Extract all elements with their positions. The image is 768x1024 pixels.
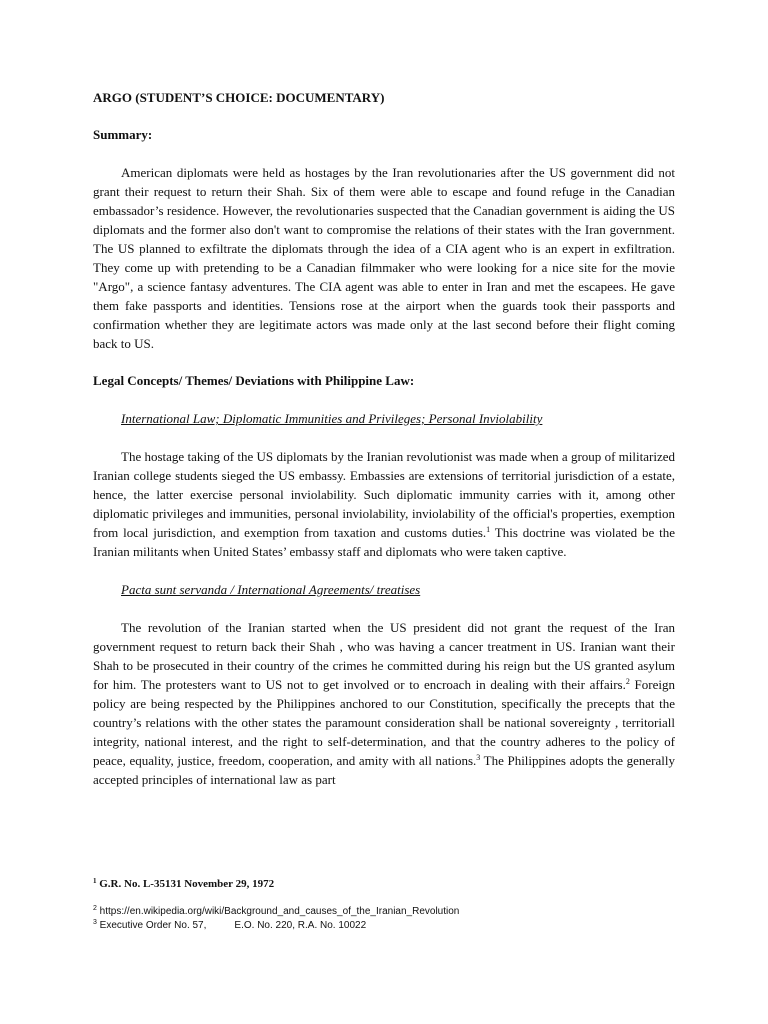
footnote-link[interactable]: https://en.wikipedia.org/wiki/Background_and_causes_of_the_Iranian_Revolution [96, 906, 460, 917]
paragraph-text: Foreign policy are being respected by the Philippines anchored to our Constitution, specifically the precepts that the country’s relations with the other states the paramount consideration shall be national sovereignty , territoriall integrity, national interest, and the right to self-determination, and that the country adheres to the policy of peace, equality, justice, freedom, cooperation, and amity with all nations. [93, 677, 675, 768]
paragraph-revolution [93, 618, 675, 789]
paragraph-diplomatic-immunity [93, 447, 675, 561]
footnotes-section [93, 876, 675, 933]
footnote-2 [93, 905, 675, 919]
footnote-reference-2: 2 [625, 677, 630, 686]
paragraph-text: The revolution of the Iranian started when the US president did not grant the request of the Iran government request to return back their Shah , who was having a cancer treatment in US. Iranian want their Shah to be prosecuted in their country of the crimes he committed during his reign but the US granted asylum for him. The protesters want to US not to get involved or to encroach in dealing with their affairs. [93, 620, 675, 692]
document-body [93, 88, 675, 789]
footnote-1 [93, 876, 675, 892]
summary-paragraph: American diplomats were held as hostages by the Iran revolutionaries after the US government did not grant their request to return their Shah. Six of them were able to escape and found refuge in the Canadian embassador’s residence. However, the revolutionaries suspected that the Canadian government is aiding the US diplomats and the former also don't want to compromise the relations of their states with the Iran government. The US planned to exfiltrate the diplomats through the idea of a CIA agent who is an expert in exfiltration. They come up with pretending to be a Canadian filmmaker who were looking for a nice site for the movie "Argo", a science fantasy adventures. The CIA agent was able to enter in Iran and met the escapees. He gave them fake passports and identities. Tensions rose at the airport when the guards took their passports and confirmation whether they are legitimate actors was made only at the last second before their flight coming back to US. [93, 165, 675, 351]
footnote-text: G.R. No. L-35131 November 29, 1972 [96, 878, 275, 890]
footnote-reference-3: 3 [476, 753, 481, 762]
subheading-international-law: International Law; Diplomatic Immunities and Privileges; Personal Inviolability [121, 411, 543, 426]
footnote-mark: 1 [93, 877, 97, 885]
footnote-reference-1: 1 [486, 525, 491, 534]
summary-heading: Summary: [93, 127, 153, 142]
paragraph-text: The hostage taking of the US diplomats by the Iranian revolutionist was made when a group of militarized Iranian college students sieged the US embassy. Embassies are extensions of territorial jurisdiction of a estate, hence, the latter exercise personal inviolability. Such diplomatic immunity carries with it, among other diplomatic privileges and immunities, personal inviolability, inviolability of the official's properties, exemption from local jurisdiction, and exemption from taxation and customs duties. [93, 449, 675, 540]
footnote-3 [93, 919, 675, 933]
footnote-mark: 2 [93, 905, 97, 912]
document-title: ARGO (STUDENT’S CHOICE: DOCUMENTARY) [93, 90, 385, 105]
footnote-text: Executive Order No. 57, [96, 920, 207, 931]
paragraph-text: This doctrine was violated be the Iranian militants when United States’ embassy staff and diplomats who were taken captive. [93, 525, 675, 559]
paragraph-text: The Philippines adopts the generally accepted principles of international law as part [93, 753, 675, 787]
legal-concepts-heading: Legal Concepts/ Themes/ Deviations with Philippine Law: [93, 373, 415, 388]
subheading-pacta-sunt-servanda: Pacta sunt servanda / International Agreements/ treatises [121, 582, 421, 597]
footnote-text: E.O. No. 220, R.A. No. 10022 [234, 920, 367, 931]
footnote-mark: 3 [93, 919, 97, 926]
